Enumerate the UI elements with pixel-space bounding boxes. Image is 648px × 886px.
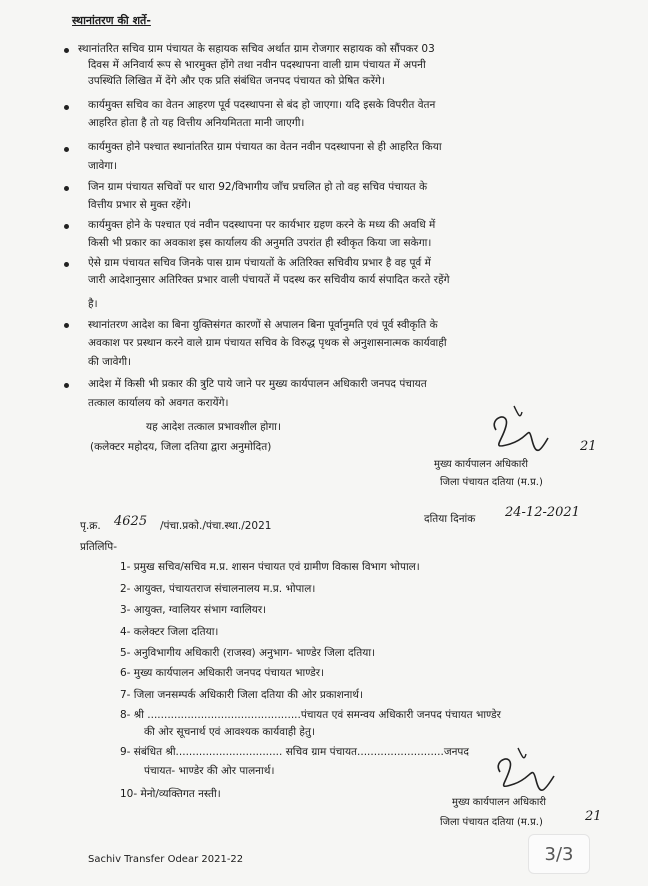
effective-note: यह आदेश तत्काल प्रभावशील होगा।	[146, 421, 281, 433]
copy-item-10: 10- मेनो/व्यक्तिगत नस्ती।	[120, 788, 221, 800]
condition-line: अवकाश पर प्रस्थान करने वाले ग्राम पंचायत सचिव के विरुद्ध पृथक से अनुशासनात्मक कार्यवाही	[88, 337, 447, 349]
signature-2	[478, 740, 568, 800]
bullet	[64, 383, 69, 388]
ref-number: 4625	[114, 514, 148, 529]
condition-line: कार्यमुक्त होने पश्चात स्थानांतरित ग्राम पंचायत का वेतन नवीन पदस्थापना से ही आहरित किया	[88, 141, 442, 153]
bullet	[64, 224, 69, 229]
copy-item-9b: पंचायत- भाण्डेर की ओर पालनार्थ।	[144, 765, 275, 777]
conditions-heading: स्थानांतरण की शर्ते-	[72, 14, 151, 27]
condition-line: जारी आदेशानुसार अतिरिक्त प्रभार वाली पंचायतें में पदस्थ कर सचिवीय कार्य संपादित करते रहेंगे	[88, 274, 450, 286]
copy-item: 1- प्रमुख सचिव/सचिव म.प्र. शासन पंचायत एवं ग्रामीण विकास विभाग भोपाल।	[120, 561, 420, 573]
condition-line: है।	[88, 298, 98, 310]
bullet	[64, 262, 69, 267]
condition-line: कार्यमुक्त होने के पश्चात एवं नवीन पदस्थापना पर कार्यभार ग्रहण करने के मध्य की अवधि में	[88, 219, 436, 231]
bullet	[64, 105, 69, 110]
sign2-designation: मुख्य कार्यपालन अधिकारी	[452, 797, 546, 808]
bullet	[64, 48, 69, 53]
sign1-office: जिला पंचायत दतिया (म.प्र.)	[440, 477, 543, 488]
copy-item: 2- आयुक्त, पंचायतराज संचालनालय म.प्र. भोपाल।	[120, 583, 316, 595]
copy-item: 6- मुख्य कार्यपालन अधिकारी जनपद पंचायत भाण्डेर।	[120, 667, 325, 679]
ref-date: 24-12-2021	[505, 505, 580, 520]
ref-prefix: पृ.क्र.	[80, 520, 101, 532]
sign1-mark: 21	[580, 439, 597, 454]
condition-line: स्थानांतरण आदेश का बिना युक्तिसंगत कारणों से अपालन बिना पूर्वानुमति एवं पूर्व स्वीकृति के	[88, 319, 438, 331]
ref-place: दतिया दिनांक	[424, 513, 476, 525]
bullet	[64, 323, 69, 328]
condition-line: कार्यमुक्त सचिव का वेतन आहरण पूर्व पदस्थापना से बंद हो जाएगा। यदि इसके विपरीत वेतन	[88, 99, 436, 111]
condition-line: आहरित होता है तो यह वित्तीय अनियमितता मानी जाएगी।	[88, 117, 305, 129]
signature-1	[470, 400, 560, 460]
copy-heading: प्रतिलिपि-	[80, 541, 117, 553]
copy-item: 3- आयुक्त, ग्वालियर संभाग ग्वालियर।	[120, 604, 267, 616]
condition-line: स्थानांतरित सचिव ग्राम पंचायत के सहायक सचिव अर्थात ग्राम रोजगार सहायक को सौंपकर 03	[78, 43, 435, 55]
bullet	[64, 186, 69, 191]
page-indicator	[528, 834, 590, 874]
sign2-office: जिला पंचायत दतिया (म.प्र.)	[440, 817, 543, 828]
sign1-designation: मुख्य कार्यपालन अधिकारी	[434, 459, 528, 470]
condition-line: जिन ग्राम पंचायत सचिवों पर धारा 92/विभागीय जाँच प्रचलित हो तो वह सचिव पंचायत के	[88, 181, 428, 193]
ref-rest: /पंचा.प्रको./पंचा.स्था./2021	[160, 520, 272, 532]
copy-item-8a: 8- श्री ..............................................पंचायत एवं समन्वय अधिकारी जनपद पंचायत भाण्डेर	[120, 709, 501, 721]
bullet	[64, 147, 69, 152]
condition-line: जावेगा।	[88, 160, 117, 172]
copy-item: 4- कलेक्टर जिला दतिया।	[120, 626, 219, 638]
copy-item: 7- जिला जनसम्पर्क अधिकारी जिला दतिया की ओर प्रकाशनार्थ।	[120, 689, 364, 701]
copy-item: 5- अनुविभागीय अधिकारी (राजस्व) अनुभाग- भाण्डेर जिला दतिया।	[120, 647, 376, 659]
copy-item-9a: 9- संबंधित श्री................................ सचिव ग्राम पंचायत..........................जनपद	[120, 746, 469, 758]
condition-line: ऐसे ग्राम पंचायत सचिव जिनके पास ग्राम पंचायतों के अतिरिक्त सचिवीय प्रभार है वह पूर्व में	[88, 257, 431, 269]
page-indicator-label: 3/3	[544, 843, 574, 865]
condition-line: वित्तीय प्रभार से मुक्त रहेंगे।	[88, 199, 192, 211]
condition-line: आदेश में किसी भी प्रकार की त्रुटि पाये जाने पर मुख्य कार्यपालन अधिकारी जनपद पंचायत	[88, 378, 427, 390]
condition-line: दिवस में अनिवार्य रूप से भारमुक्त होंगे तथा नवीन पदस्थापना वाली ग्राम पंचायत में अपनी	[88, 59, 426, 71]
copy-item-8b: की ओर सूचनार्थ एवं आवश्यक कार्यवाही हेतु।	[144, 726, 315, 738]
footer-text: Sachiv Transfer Odear 2021-22	[88, 854, 244, 865]
approval-note: (कलेक्टर महोदय, जिला दतिया द्वारा अनुमोदित)	[90, 441, 272, 453]
condition-line: की जावेगी।	[88, 356, 132, 368]
condition-line: उपस्थिति लिखित में देंगे और एक प्रति संबंधित जनपद पंचायत को प्रेषित करेंगे।	[88, 75, 385, 87]
sign2-mark: 21	[585, 809, 602, 824]
condition-line: किसी भी प्रकार का अवकाश इस कार्यालय की अनुमति उपरांत ही स्वीकृत किया जा सकेगा।	[88, 237, 432, 249]
condition-line: तत्काल कार्यालय को अवगत करायेंगे।	[88, 397, 229, 409]
